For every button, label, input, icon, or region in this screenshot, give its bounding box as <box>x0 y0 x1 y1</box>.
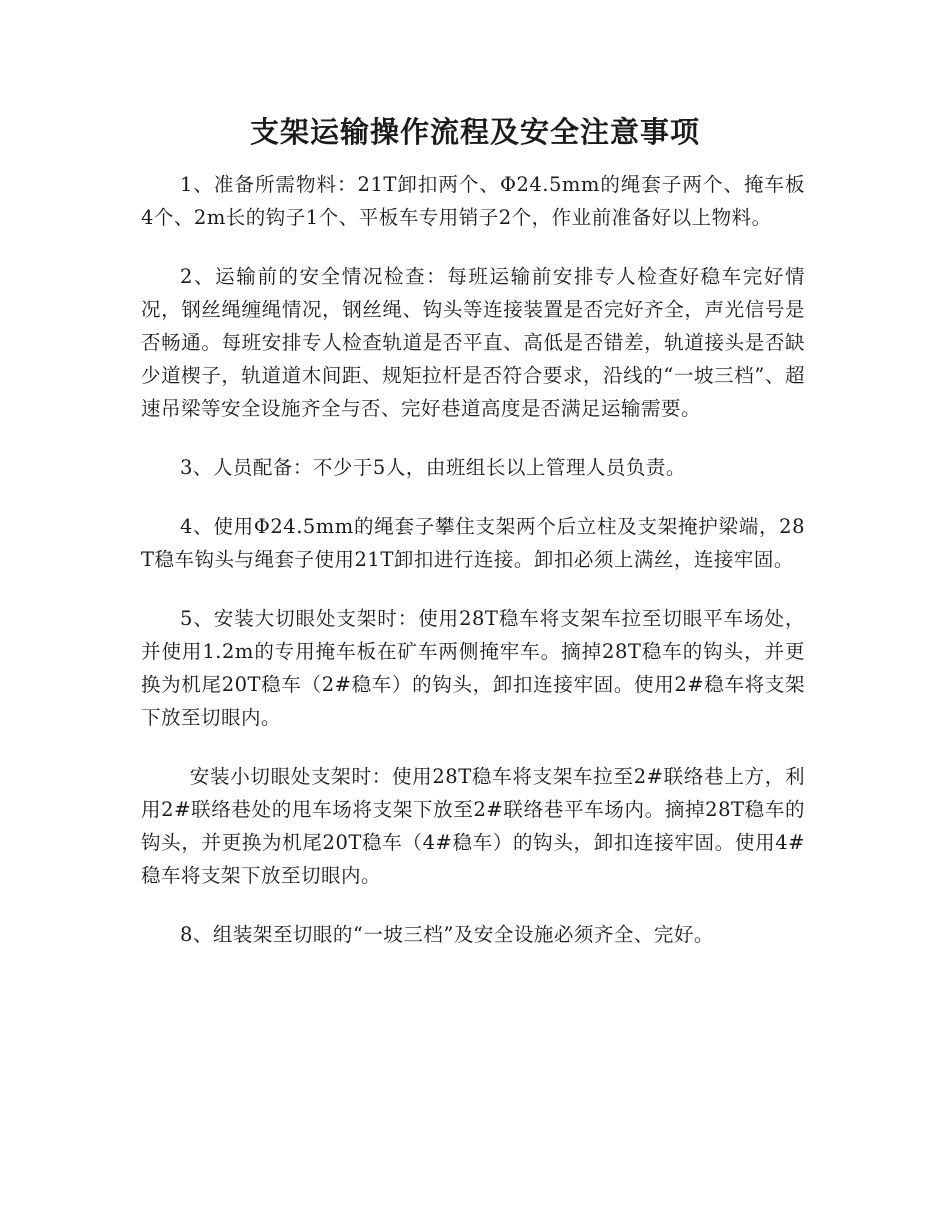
paragraph-safety-facilities: 8、组装架至切眼的“一坡三档”及安全设施必须齐全、完好。 <box>180 923 714 946</box>
paragraph-large-cut-install: 5、安装大切眼处支架时：使用28T稳车将支架车拉至切眼平车场处，并使用1.2m的专用掩车板在矿车两侧掩牢车。摘掉28T稳车的钩头，并更换为机尾20T稳车（2#稳车）的钩头，卸扣连接牢固。使用2#稳车将支架下放至切眼内。 <box>141 607 805 729</box>
document-body <box>141 168 805 977</box>
paragraph-materials: 1、准备所需物料：21T卸扣两个、Φ24.5mm的绳套子两个、掩车板4个、2m长的钩子1个、平板车专用销子2个，作业前准备好以上物料。 <box>141 173 805 229</box>
document-title: 支架运输操作流程及安全注意事项 <box>249 115 700 149</box>
paragraph-rigging: 4、使用Φ24.5mm的绳套子攀住支架两个后立柱及支架掩护梁端，28T稳车钩头与绳套子使用21T卸扣进行连接。卸扣必须上满丝，连接牢固。 <box>141 515 805 571</box>
paragraph-safety-check: 2、运输前的安全情况检查：每班运输前安排专人检查好稳车完好情况，钢丝绳缠绳情况，钢丝绳、钩头等连接装置是否完好齐全，声光信号是否畅通。每班安排专人检查轨道是否平直、高低是否错差，轨道接头是否缺少道楔子，轨道道木间距、规矩拉杆是否符合要求，沿线的“一坡三档”、超速吊梁等安全设施齐全与否、完好巷道高度是否满足运输需要。 <box>141 265 805 420</box>
paragraph-staffing: 3、人员配备：不少于5人，由班组长以上管理人员负责。 <box>180 456 686 479</box>
paragraph-small-cut-install: 安装小切眼处支架时：使用28T稳车将支架车拉至2#联络巷上方，利用2#联络巷处的甩车场将支架下放至2#联络巷平车场内。摘掉28T稳车的钩头，并更换为机尾20T稳车（4#稳车）的钩头，卸扣连接牢固。使用4#稳车将支架下放至切眼内。 <box>141 765 805 887</box>
